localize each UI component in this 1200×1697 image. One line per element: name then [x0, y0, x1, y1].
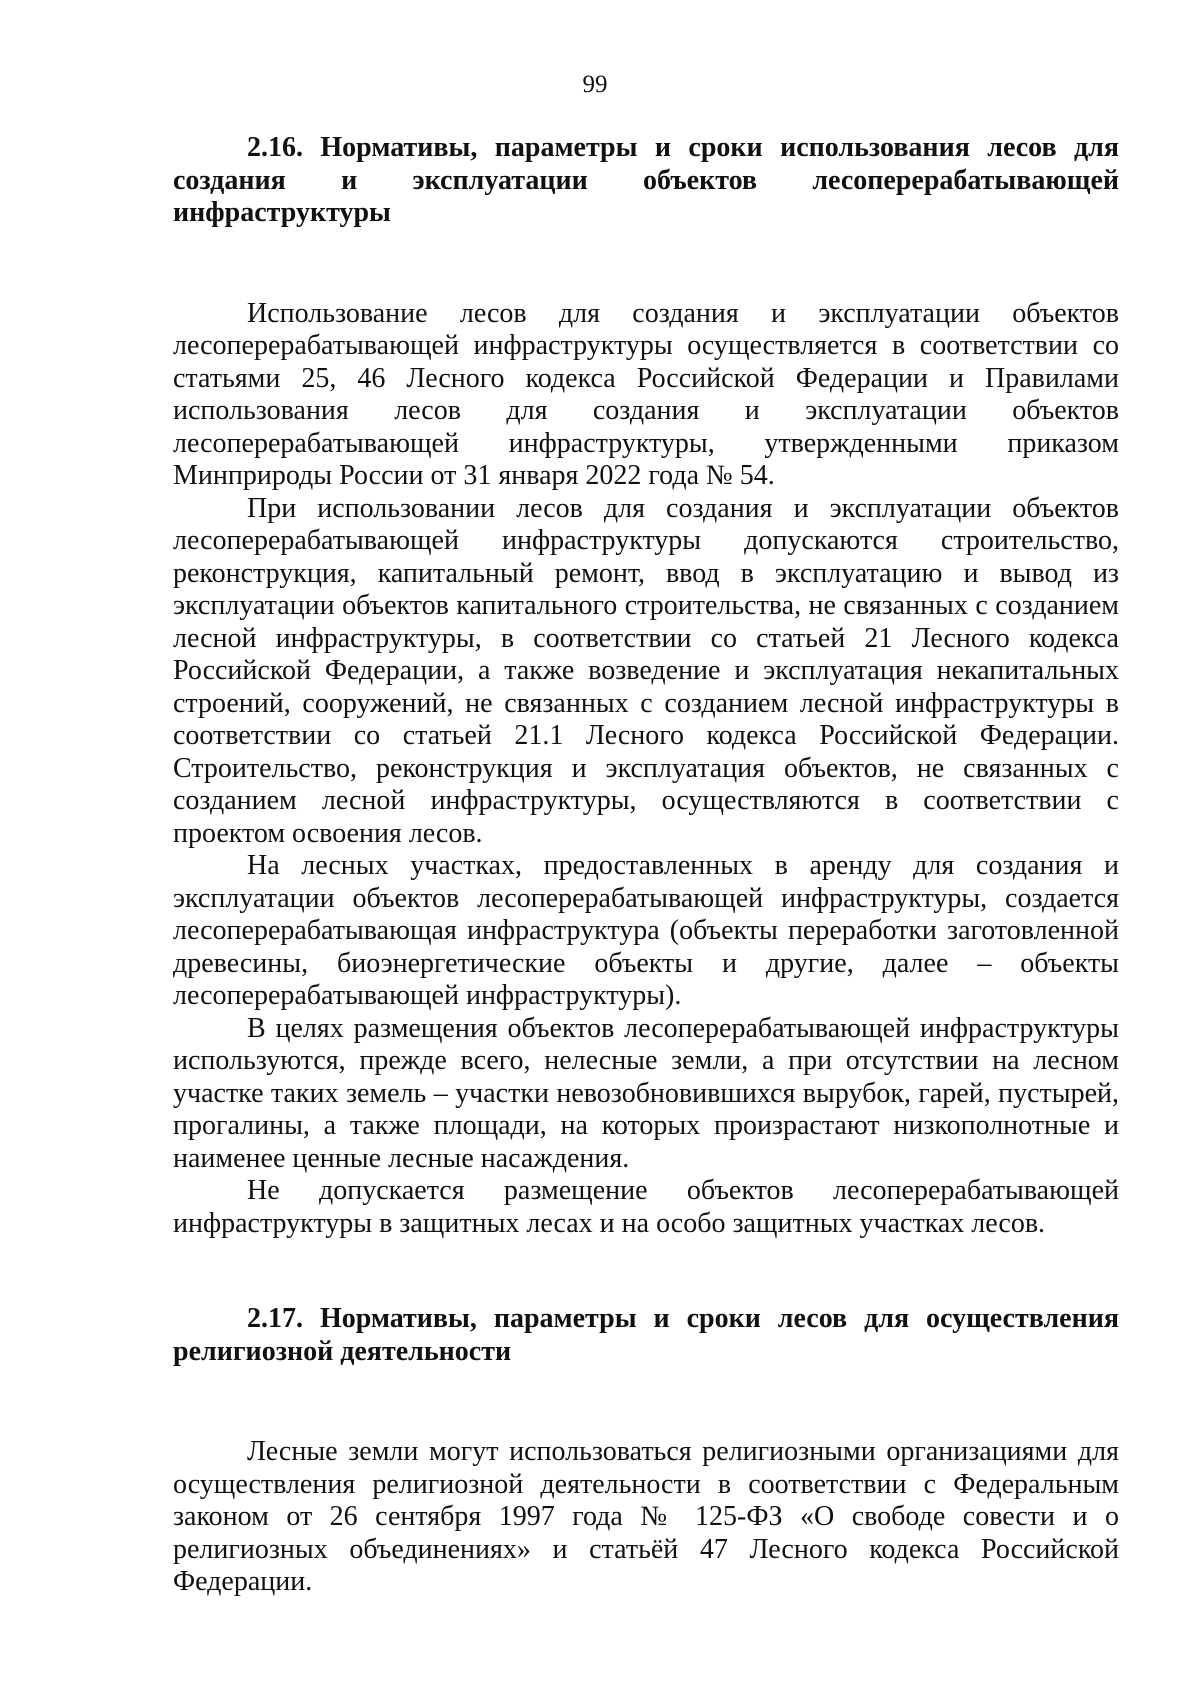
- paragraph: Использование лесов для создания и эксплуатации объектов лесоперерабатывающей инфраструктуры осуществляется в соответствии со статьями 25, 46 Лесного кодекса Российской Федерации и Правилами использования лесов для создания и эксплуатации объектов лесоперерабатывающей инфраструктуры, утвержденными приказом Минприроды России от 31 января 2022 года № 54.: [173, 297, 1119, 491]
- section-heading-2-16: 2.16. Нормативы, параметры и сроки использования лесов для создания и эксплуатации объектов лесоперерабатывающей инфраструктуры: [173, 132, 1119, 228]
- paragraph: На лесных участках, предоставленных в аренду для создания и эксплуатации объектов лесоперерабатывающей инфраструктуры, создается лесоперерабатывающая инфраструктура (объекты переработки заготовленной древесины, биоэнергетические объекты и другие, далее – объекты лесоперерабатывающей инфраструктуры).: [173, 850, 1119, 1011]
- paragraph: В целях размещения объектов лесоперерабатывающей инфраструктуры используются, прежде всего, нелесные земли, а при отсутствии на лесном участке таких земель – участки невозобновившихся вырубок, гарей, пустырей, прогалины, а также площади, на которых произрастают низкополнотные и наименее ценные лесные насаждения.: [173, 1012, 1119, 1174]
- paragraph: При использовании лесов для создания и эксплуатации объектов лесоперерабатывающей инфраструктуры допускаются строительство, реконструкция, капитальный ремонт, ввод в эксплуатацию и вывод из эксплуатации объектов капитального строительства, не связанных с созданием лесной инфраструктуры, в соответствии со статьей 21 Лесного кодекса Российской Федерации, а также возведение и эксплуатация некапитальных строений, сооружений, не связанных с созданием лесной инфраструктуры в соответствии со статьей 21.1 Лесного кодекса Российской Федерации. Строительство, реконструкция и эксплуатация объектов, не связанных с созданием лесной инфраструктуры, осуществляются в соответствии с проектом освоения лесов.: [173, 492, 1119, 849]
- section-heading-2-17: 2.17. Нормативы, параметры и сроки лесов для осуществления религиозной деятельности: [173, 1303, 1119, 1367]
- paragraph: Не допускается размещение объектов лесоперерабатывающей инфраструктуры в защитных лесах и на особо защитных участках лесов.: [173, 1175, 1119, 1239]
- page-content: [173, 132, 1119, 1599]
- page-number: 99: [582, 71, 608, 98]
- paragraph: Лесные земли могут использоваться религиозными организациями для осуществления религиозной деятельности в соответствии с Федеральным законом от 26 сентября 1997 года № 125-ФЗ «О свободе совести и о религиозных объединениях» и статьёй 47 Лесного кодекса Российской Федерации.: [173, 1436, 1119, 1597]
